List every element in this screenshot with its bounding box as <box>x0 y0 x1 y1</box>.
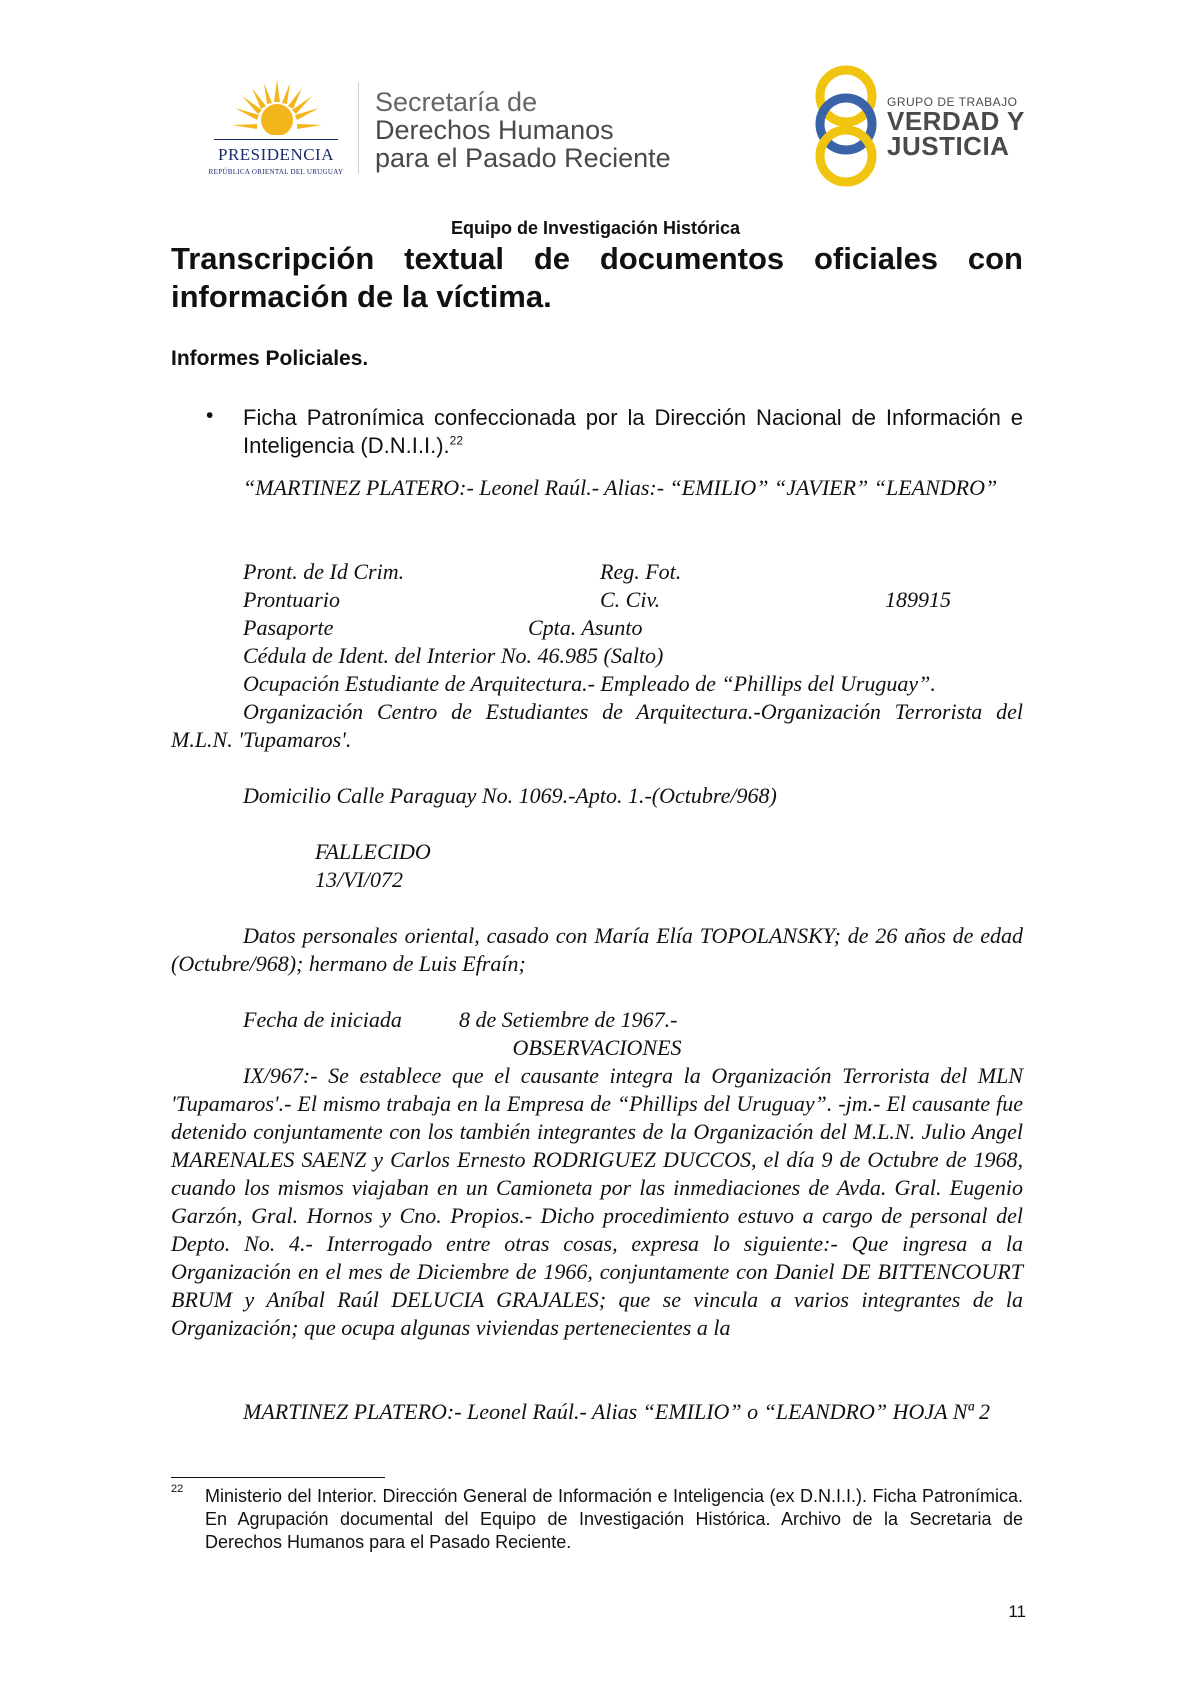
hoja-line: MARTINEZ PLATERO:- Leonel Raúl.- Alias “EMILIO” o “LEANDRO” HOJA Nª 2 <box>243 1399 990 1424</box>
pront-id-crim-label: Pront. de Id Crim. <box>243 559 405 584</box>
organizacion-line: Organización Centro de Estudiantes de Arquitectura.-Organización Terrorista del M.L.N. 'Tupamaros'. <box>171 699 1023 752</box>
header-divider <box>358 82 359 174</box>
secretaria-logo-text <box>375 88 671 172</box>
fallecido-label: FALLECIDO <box>315 839 431 864</box>
verdad-label: VERDAD Y <box>887 106 1025 136</box>
c-civ-label: C. Civ. <box>600 587 661 612</box>
presidencia-subtitle: REPÚBLICA ORIENTAL DEL URUGUAY <box>208 168 344 176</box>
grupo-trabajo-label: GRUPO DE TRABAJO <box>887 95 1018 109</box>
bullet-item <box>243 404 1023 460</box>
footnote-divider <box>171 1477 385 1478</box>
bullet-text: Ficha Patronímica confeccionada por la Dirección Nacional de Información e Inteligencia (D.N.I.I.). <box>243 405 1023 458</box>
document-title: Transcripción textual de documentos oficiales con información de la víctima. <box>171 241 1023 314</box>
presidencia-logo <box>196 80 356 180</box>
team-heading: Equipo de Investigación Histórica <box>450 218 741 238</box>
secretaria-line-3: para el Pasado Reciente <box>375 143 671 173</box>
reg-fot-label: Reg. Fot. <box>600 559 682 584</box>
pasaporte-label: Pasaporte <box>243 615 334 640</box>
presidencia-divider <box>214 139 338 140</box>
justicia-label: JUSTICIA <box>887 131 1010 161</box>
secretaria-line-2: Derechos Humanos <box>375 115 614 145</box>
presidencia-title: PRESIDENCIA <box>217 145 334 164</box>
cpta-asunto-label: Cpta. Asunto <box>528 615 643 640</box>
section-heading: Informes Policiales. <box>171 347 369 370</box>
fecha-iniciada-label: Fecha de iniciada <box>243 1007 402 1032</box>
cedula-line: Cédula de Ident. del Interior No. 46.985 (Salto) <box>243 643 664 668</box>
page-header <box>0 0 1191 200</box>
page-number: 11 <box>1008 1602 1026 1621</box>
bullet-icon: • <box>206 404 214 427</box>
observaciones-heading: OBSERVACIONES <box>512 1035 682 1060</box>
footnote-number: 22 <box>171 1483 184 1495</box>
ocupacion-line: Ocupación Estudiante de Arquitectura.- Empleado de “Phillips del Uruguay”. <box>243 671 936 696</box>
record-name-line: “MARTINEZ PLATERO:- Leonel Raúl.- Alias:- “EMILIO” “JAVIER” “LEANDRO” <box>243 475 998 500</box>
datos-personales-line: Datos personales oriental, casado con María Elía TOPOLANSKY; de 26 años de edad (Octubre/968); hermano de Luis Efraín; <box>171 923 1023 976</box>
prontuario-label: Prontuario <box>243 587 340 612</box>
domicilio-line: Domicilio Calle Paraguay No. 1069.-Apto. 1.-(Octubre/968) <box>243 783 777 808</box>
observaciones-text: IX/967:- Se establece que el causante integra la Organización Terrorista del MLN 'Tupamaros'.- El mismo trabaja en la Empresa de “Phillips del Uruguay”. -jm.- El causante fue detenido conjuntamente con los también integrantes de la Organización del M.L.N. Julio Angel MARENALES SAENZ y Carlos Ernesto RODRIGUEZ DUCCOS, el día 9 de Octubre de 1968, cuando los mismos viajaban en un Camioneta por las inmediaciones de Avda. Gral. Eugenio Garzón, Gral. Hornos y Cno. Propios.- Dicho procedimiento estuvo a cargo de personal del Depto. No. 4.- Interrogado entre otras cosas, expresa lo siguiente:- Que ingresa a la Organización en el mes de Diciembre de 1966, conjuntamente con Daniel DE BITTENCOURT BRUM y Aníbal Raúl DELUCIA GRAJALES; que se vincula a varios integrantes de la Organización; que ocupa algunas viviendas pertenecientes a la <box>171 1063 1023 1340</box>
fallecido-date: 13/VI/072 <box>315 867 403 892</box>
c-civ-value: 189915 <box>885 587 951 612</box>
secretaria-line-1: Secretaría de <box>375 87 538 117</box>
grupo-trabajo-text <box>887 95 1025 159</box>
footnote-reference: 22 <box>449 433 463 448</box>
footnote-text: Ministerio del Interior. Dirección General de Información e Inteligencia (ex D.N.I.I.). Ficha Patronímica. En Agrupación documental del Equipo de Investigación Histórica. Archivo de la Secretaria de Derechos Humanos para el Pasado Reciente. <box>205 1486 1023 1552</box>
fecha-iniciada-value: 8 de Setiembre de 1967.- <box>459 1007 678 1032</box>
